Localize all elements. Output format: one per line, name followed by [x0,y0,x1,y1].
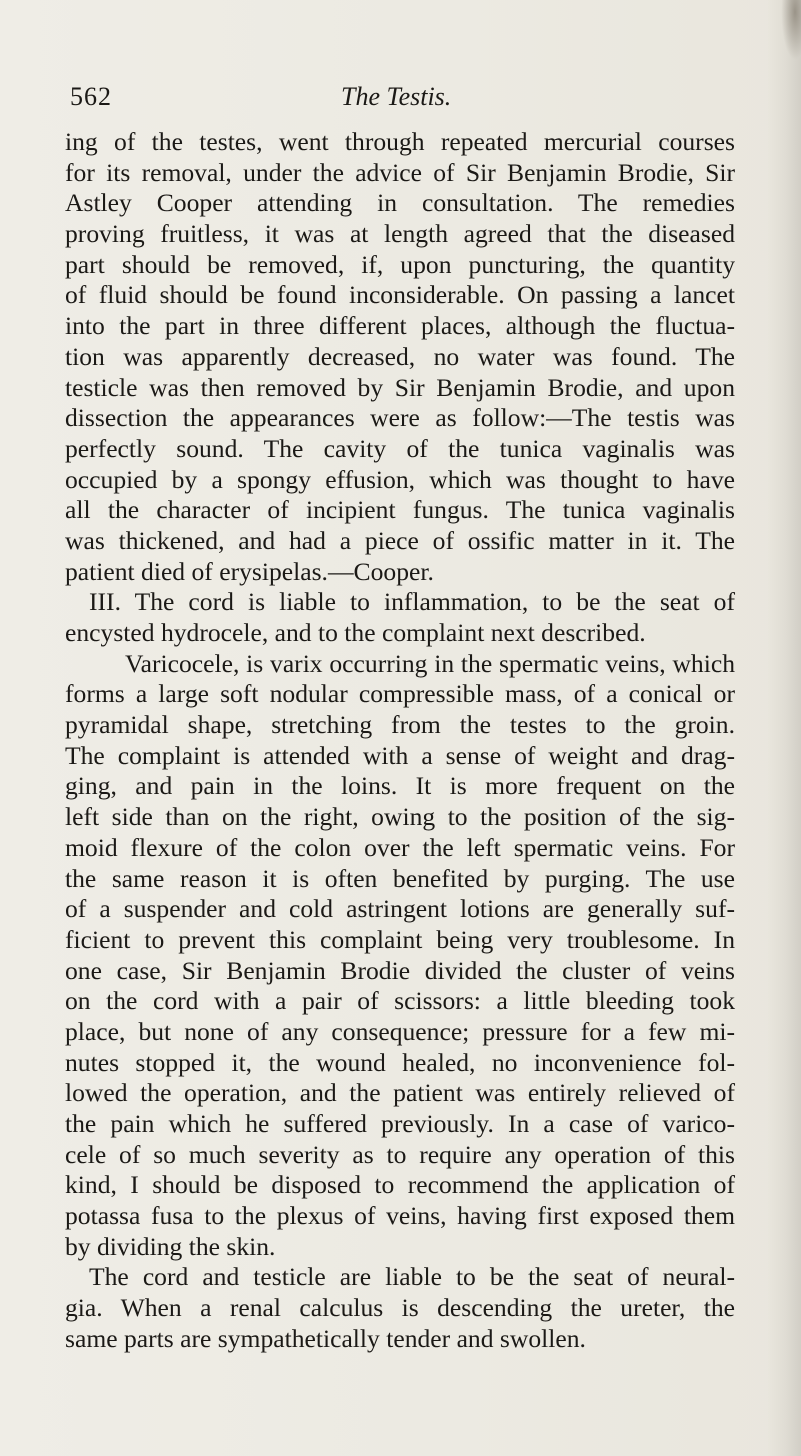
paper-stain [781,0,801,60]
text-line: proving fruitless, it was at length agreed that the diseased [65,219,735,249]
text-line: pyramidal shape, stretching from the testes to the groin. [65,710,735,740]
text-line: Varicocele, is varix occurring in the spermatic veins, which [125,648,735,678]
text-line: lowed the operation, and the patient was entirely relieved of [65,1078,735,1108]
running-head [70,82,720,122]
text-line: nutes stopped it, the wound healed, no inconvenience fol- [65,1047,735,1077]
text-line: place, but none of any consequence; pressure for a few mi- [65,1016,735,1046]
text-line: perfectly sound. The cavity of the tunica vaginalis was [65,433,735,463]
text-line: the same reason it is often benefited by purging. The use [65,863,735,893]
text-line: moid flexure of the colon over the left spermatic veins. For [65,832,735,862]
text-line: patient died of erysipelas.—Cooper. [65,556,434,586]
text-line: one case, Sir Benjamin Brodie divided the cluster of veins [65,955,735,985]
text-line: ficient to prevent this complaint being very troublesome. In [65,924,735,954]
text-line: all the character of incipient fungus. The tunica vaginalis [65,495,735,525]
text-line: kind, I should be disposed to recommend the application of [65,1170,735,1200]
text-line: testicle was then removed by Sir Benjamin Brodie, and upon [65,372,735,402]
text-line: of a suspender and cold astringent lotions are generally suf- [65,894,735,924]
page-edge-shadow [767,0,801,1456]
page-number: 562 [70,82,112,111]
text-line: was thickened, and had a piece of ossific matter in it. The [65,525,735,555]
text-line: ging, and pain in the loins. It is more frequent on the [65,771,735,801]
text-line: tion was apparently decreased, no water was found. The [65,341,735,371]
text-line: of fluid should be found inconsiderable. On passing a lancet [65,280,735,310]
text-line: ing of the testes, went through repeated mercurial courses [65,127,735,156]
text-line: potassa fusa to the plexus of veins, having first exposed them [65,1201,735,1231]
text-line: dissection the appearances were as follow:—The testis was [65,403,735,433]
running-title: The Testis. [341,82,452,111]
text-line: Astley Cooper attending in consultation. The remedies [65,188,735,218]
text-line: into the part in three different places, although the fluctua- [65,311,735,341]
body-text [65,127,735,1355]
text-line: on the cord with a pair of scissors: a little bleeding took [65,986,735,1016]
text-line: The complaint is attended with a sense of weight and drag- [65,740,735,770]
text-line: forms a large soft nodular compressible mass, of a conical or [65,679,735,709]
text-line: same parts are sympathetically tender and swollen. [65,1323,586,1353]
text-line: for its removal, under the advice of Sir Benjamin Brodie, Sir [65,157,735,187]
text-line: encysted hydrocele, and to the complaint next described. [65,618,646,647]
text-line: cele of so much severity as to require any operation of this [65,1139,735,1169]
text-line: occupied by a spongy effusion, which was thought to have [65,464,735,494]
text-line: left side than on the right, owing to the position of the sig- [65,802,735,832]
text-line: by dividing the skin. [65,1231,276,1261]
text-line: the pain which he suffered previously. In a case of varico- [65,1109,735,1138]
text-line: gia. When a renal calculus is descending the ureter, the [65,1293,735,1323]
text-line: The cord and testicle are liable to be the seat of neural- [89,1262,735,1292]
text-line: part should be removed, if, upon puncturing, the quantity [65,249,735,279]
text-line: III. The cord is liable to inflammation, to be the seat of [89,587,735,617]
